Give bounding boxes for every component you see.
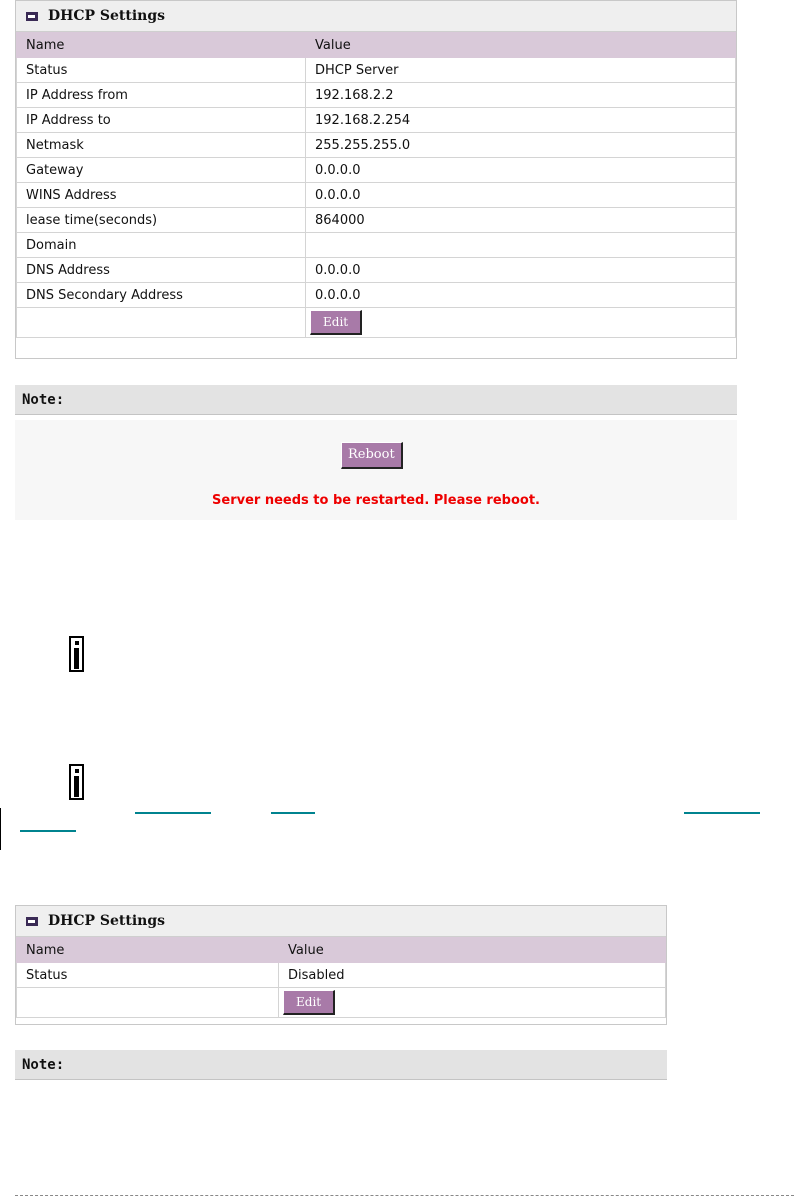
- document-link-1[interactable]: [135, 812, 211, 814]
- table-row: [17, 233, 736, 258]
- note-label: Note:: [22, 1056, 65, 1073]
- setting-name: DNS Secondary Address: [17, 283, 306, 308]
- setting-name: Gateway: [17, 158, 306, 183]
- setting-value: 0.0.0.0: [306, 258, 736, 283]
- column-header-name: Name: [17, 33, 306, 58]
- table-row: [17, 258, 736, 283]
- change-bar: [0, 808, 1, 850]
- setting-name: DNS Address: [17, 258, 306, 283]
- document-link-2[interactable]: [271, 812, 315, 814]
- note-bar: [15, 385, 737, 415]
- edit-button[interactable]: Edit: [310, 310, 362, 335]
- table-row: [17, 158, 736, 183]
- setting-value: 864000: [306, 208, 736, 233]
- setting-value: Disabled: [279, 963, 666, 988]
- setting-name: WINS Address: [17, 183, 306, 208]
- setting-value: 192.168.2.2: [306, 83, 736, 108]
- table-row: [17, 83, 736, 108]
- info-icon: [69, 764, 84, 800]
- panel-header: [16, 906, 666, 937]
- reboot-button[interactable]: Reboot: [341, 442, 403, 469]
- dhcp-settings-panel-1: [15, 0, 737, 359]
- edit-button[interactable]: Edit: [283, 990, 335, 1015]
- document-link-3-cont[interactable]: [20, 830, 76, 832]
- setting-value: 0.0.0.0: [306, 158, 736, 183]
- panel-title: DHCP Settings: [48, 8, 166, 24]
- page-divider: [15, 1195, 794, 1196]
- column-header-name: Name: [17, 938, 279, 963]
- table-row: [17, 183, 736, 208]
- settings-table: [16, 32, 736, 338]
- setting-value: DHCP Server: [306, 58, 736, 83]
- note-label: Note:: [22, 391, 65, 408]
- column-header-value: Value: [279, 938, 666, 963]
- table-row: [17, 963, 666, 988]
- table-row: [17, 108, 736, 133]
- table-header-row: [17, 33, 736, 58]
- reboot-message: Server needs to be restarted. Please reboot.: [212, 493, 540, 508]
- settings-table: [16, 937, 666, 1018]
- setting-name: lease time(seconds): [17, 208, 306, 233]
- panel-header: [16, 1, 736, 32]
- setting-name: Domain: [17, 233, 306, 258]
- edit-row: [17, 988, 666, 1018]
- setting-value: [306, 233, 736, 258]
- info-icon: [69, 636, 84, 672]
- setting-name: Status: [17, 963, 279, 988]
- collapse-icon[interactable]: [26, 12, 38, 21]
- setting-value: 0.0.0.0: [306, 283, 736, 308]
- dhcp-settings-box: [15, 905, 667, 1025]
- table-row: [17, 58, 736, 83]
- dhcp-settings-panel-2: [15, 905, 667, 1025]
- table-row: [17, 283, 736, 308]
- table-row: [17, 133, 736, 158]
- setting-value: 255.255.255.0: [306, 133, 736, 158]
- table-row: [17, 208, 736, 233]
- setting-name: Status: [17, 58, 306, 83]
- table-header-row: [17, 938, 666, 963]
- setting-name: IP Address from: [17, 83, 306, 108]
- edit-row: [17, 308, 736, 338]
- setting-name: Netmask: [17, 133, 306, 158]
- note-bar: [15, 1050, 667, 1080]
- setting-value: 192.168.2.254: [306, 108, 736, 133]
- panel-title: DHCP Settings: [48, 913, 166, 929]
- column-header-value: Value: [306, 33, 736, 58]
- setting-value: 0.0.0.0: [306, 183, 736, 208]
- collapse-icon[interactable]: [26, 917, 38, 926]
- setting-name: IP Address to: [17, 108, 306, 133]
- reboot-area: [15, 420, 737, 520]
- dhcp-settings-box: [15, 0, 737, 359]
- document-link-3[interactable]: [684, 812, 760, 814]
